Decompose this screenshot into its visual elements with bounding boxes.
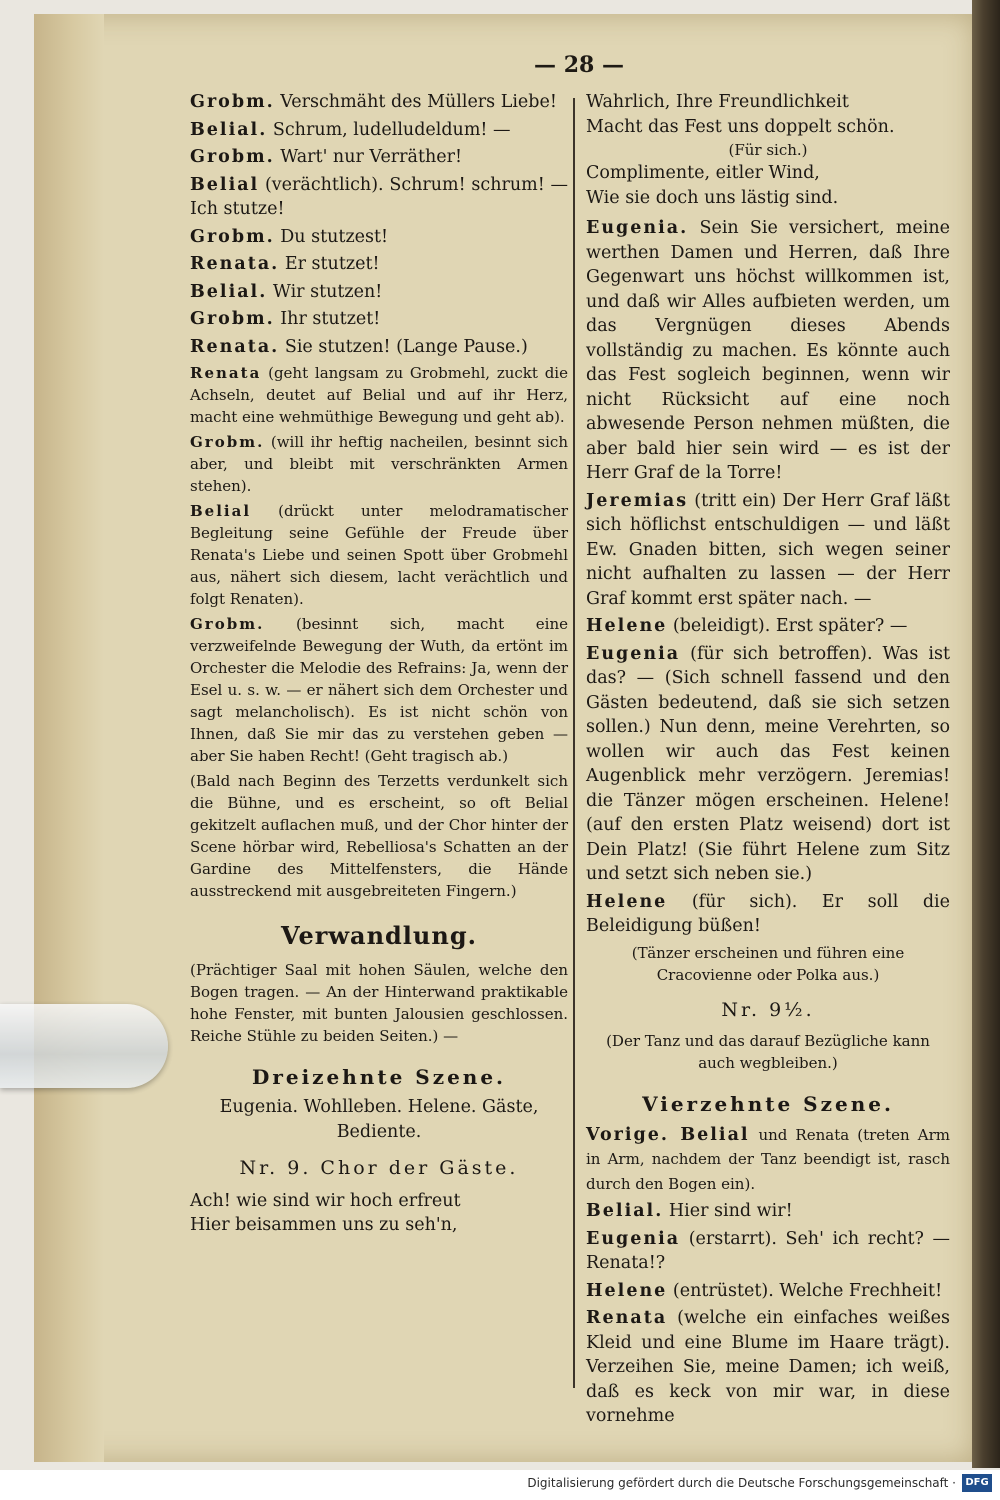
dialogue-line — [190, 500, 568, 610]
speaker-name: Grobm. — [190, 615, 265, 633]
line-text: Ihr stutzet! — [280, 309, 381, 329]
dialogue-line — [190, 335, 568, 360]
line-text: (erstarrt). Seh' ich recht? — Renata!? — [586, 1228, 950, 1273]
page-clip — [0, 1004, 168, 1088]
speaker-name: Helene — [586, 891, 668, 912]
verse-line: Complimente, eitler Wind, — [586, 163, 820, 183]
verse-line: Wie sie doch uns lästig sind. — [586, 187, 839, 208]
right-column — [586, 90, 950, 1432]
speaker-name: Belial. — [190, 119, 268, 140]
line-text: Schrum, ludelludeldum! — — [272, 119, 511, 140]
left-dialogue — [190, 90, 568, 767]
musical-number: Nr. 9½. — [721, 998, 815, 1021]
speaker-name: Renata — [190, 364, 262, 382]
column-divider — [573, 98, 575, 1388]
dialogue-line — [190, 173, 568, 222]
line-text: Wir stutzen! — [272, 281, 383, 302]
dialogue-line — [190, 252, 568, 277]
dialogue-line — [190, 613, 568, 767]
verse-line: Ach! wie sind wir hoch erfreut — [190, 1190, 461, 1211]
line-text: Er stutzet! — [284, 254, 380, 274]
dialogue-line — [190, 280, 568, 305]
verse-line: Macht das Fest uns doppelt schön. — [586, 116, 895, 137]
speaker-name: Grobm. — [190, 433, 265, 451]
transformation-heading: Verwandlung. — [281, 921, 477, 950]
dialogue-line — [586, 1306, 950, 1429]
line-text: Wart' nur Verräther! — [280, 147, 463, 167]
speaker-name: Vorige. Belial — [586, 1124, 750, 1145]
line-text: Verschmäht des Müllers Liebe! — [280, 92, 557, 112]
dialogue-line — [190, 225, 568, 250]
scene-persons: Eugenia. Wohlleben. Helene. Gäste, Bediente. — [219, 1097, 539, 1142]
speaker-name: Renata. — [190, 336, 280, 357]
book-edge — [972, 0, 1000, 1468]
speaker-name: Belial. — [190, 281, 268, 302]
line-text: (verächtlich). Schrum! schrum! — Ich stutze! — [190, 174, 568, 219]
speaker-name: Eugenia — [586, 643, 681, 664]
page-number: — 28 — — [534, 52, 624, 78]
line-text: und Renata (treten Arm in Arm, nachdem der Tanz beendigt ist, rasch durch den Bogen ein). — [586, 1125, 950, 1193]
line-text: (drückt unter melodramatischer Begleitung seine Gefühle der Freude über Renata's Liebe und seinen Spott über Grobmehl aus, nähert sich diesem, lacht verächtlich und folgt Renaten). — [190, 502, 568, 608]
line-text: Du stutzest! — [280, 226, 389, 247]
line-text: (für sich betroffen). Was ist das? — (Sich schnell fassend und den Gästen bedeutend, daß sie sich setzen sollen.) Nun denn, meine Verehrten, so wollen wir auch das Fest keinen Augenblick mehr verzögern. Jeremias! die Tänzer mögen erscheinen. Helene! (auf den ersten Platz weisend) dort ist Dein Platz! (Sie führt Helene zum Sitz und setzt sich neben sie.) — [586, 643, 950, 884]
scene-title: Vierzehnte Szene. — [642, 1092, 894, 1116]
page-binding — [34, 14, 104, 1462]
speaker-name: Grobm. — [190, 147, 275, 167]
speaker-name: Eugenia — [586, 1228, 681, 1249]
line-text: (will ihr heftig nacheilen, besinnt sich aber, und bleibt mit verschränkten Armen stehen). — [190, 433, 568, 495]
line-text: Sein Sie versichert, meine werthen Damen und Herren, daß Ihre Gegenwart uns höchst willkommen ist, und daß wir Alles aufbieten werden, um das Vergnügen dieses Abends vollständig zu machen. Es könnte auch das Fest sogleich beginnen, wenn wir nicht Rücksicht auf eine noch abwesende Person nehmen müßten, die aber bald hier sein wird — es ist der Herr Graf de la Torre! — [586, 218, 950, 483]
dialogue-line — [586, 1123, 950, 1197]
scene-title: Dreizehnte Szene. — [251, 1064, 507, 1089]
speaker-name: Renata. — [190, 254, 280, 274]
line-text: (entrüstet). Welche Frechheit! — [672, 1280, 943, 1301]
speaker-name: Eugenia. — [586, 218, 689, 238]
speaker-name: Renata — [586, 1308, 668, 1328]
dialogue-line — [190, 145, 568, 170]
line-text: (beleidigt). Erst später? — — [672, 616, 908, 636]
stage-direction: (Prächtiger Saal mit hohen Säulen, welche den Bogen tragen. — An der Hinterwand praktikable hohe Fenster, mit bunten Jalousien geschlossen. Reiche Stühle zu beiden Seiten.) — — [190, 960, 568, 1045]
dialogue-line — [586, 216, 950, 486]
line-text: (tritt ein) Der Herr Graf läßt sich höflichst entschuldigen — und läßt Ew. Gnaden bitten, sich wegen seiner nicht aufhalten zu lassen — der Herr Graf kommt erst später nach. — — [586, 490, 950, 609]
speaker-name: Grobm. — [190, 226, 275, 247]
speaker-name: Grobm. — [190, 92, 275, 112]
stage-direction: (Bald nach Beginn des Terzetts verdunkelt sich die Bühne, und es erscheint, so oft Belial gekitzelt auflachen muß, und der Chor hinter der Scene hörbar wird, Rebelliosa's Schatten an der Gardine des Mittelfensters, die Hände ausstreckend mit ausgebreiteten Fingern.) — [190, 772, 568, 900]
line-text: (welche ein einfaches weißes Kleid und eine Blume im Haare trägt). Verzeihen Sie, meine Damen; ich weiß, daß es keck von mir war, in diese vornehme — [586, 1308, 950, 1426]
speaker-name: Helene — [586, 1280, 668, 1301]
aside-direction: (Für sich.) — [728, 141, 808, 159]
dialogue-line — [586, 1279, 950, 1304]
dialogue-line — [586, 1199, 950, 1224]
dialogue-line — [586, 890, 950, 939]
stage-direction: (Tänzer erscheinen und führen eine Cracovienne oder Polka aus.) — [631, 943, 905, 984]
line-text: Sie stutzen! (Lange Pause.) — [284, 336, 528, 357]
speaker-name: Belial — [190, 174, 260, 195]
dialogue-line — [586, 614, 950, 639]
dialogue-line — [586, 1227, 950, 1276]
line-text: (geht langsam zu Grobmehl, zuckt die Achseln, deutet auf Belial und auf ihr Herz, macht eine wehmüthige Bewegung und geht ab). — [190, 364, 568, 426]
line-text: Hier sind wir! — [668, 1201, 793, 1221]
dfg-logo: DFG — [962, 1474, 992, 1492]
verse-line: Wahrlich, Ihre Freundlichkeit — [586, 92, 849, 112]
dialogue-line — [190, 118, 568, 143]
speaker-name: Belial — [190, 502, 252, 520]
left-column — [190, 90, 568, 1238]
line-text: (für sich). Er soll die Beleidigung büßen! — [586, 891, 950, 936]
speaker-name: Jeremias — [586, 490, 689, 511]
dialogue-line — [190, 431, 568, 497]
speaker-name: Belial. — [586, 1201, 664, 1221]
dialogue-line — [586, 489, 950, 612]
speaker-name: Grobm. — [190, 309, 275, 329]
speaker-name: Helene — [586, 616, 668, 636]
funding-credit: Digitalisierung gefördert durch die Deutsche Forschungsgemeinschaft · — [527, 1476, 956, 1490]
dialogue-line — [190, 362, 568, 428]
verse-line: Hier beisammen uns zu seh'n, — [190, 1215, 458, 1235]
musical-number: Nr. 9. Chor der Gäste. — [239, 1157, 519, 1179]
line-text: (besinnt sich, macht eine verzweifelnde Bewegung der Wuth, da ertönt im Orchester die Melodie des Refrains: Ja, wenn der Esel u. s. w. — er nähert sich dem Orchester und sagt melancholisch). Es ist nicht schön von Ihnen, daß Sie mir das zu verstehen geben — aber Sie haben Recht! (Geht tragisch ab.) — [190, 615, 568, 765]
dialogue-line — [190, 90, 568, 115]
stage-direction: (Der Tanz und das darauf Bezügliche kann auch wegbleiben.) — [606, 1032, 930, 1072]
dialogue-line — [190, 307, 568, 332]
dialogue-line — [586, 642, 950, 887]
